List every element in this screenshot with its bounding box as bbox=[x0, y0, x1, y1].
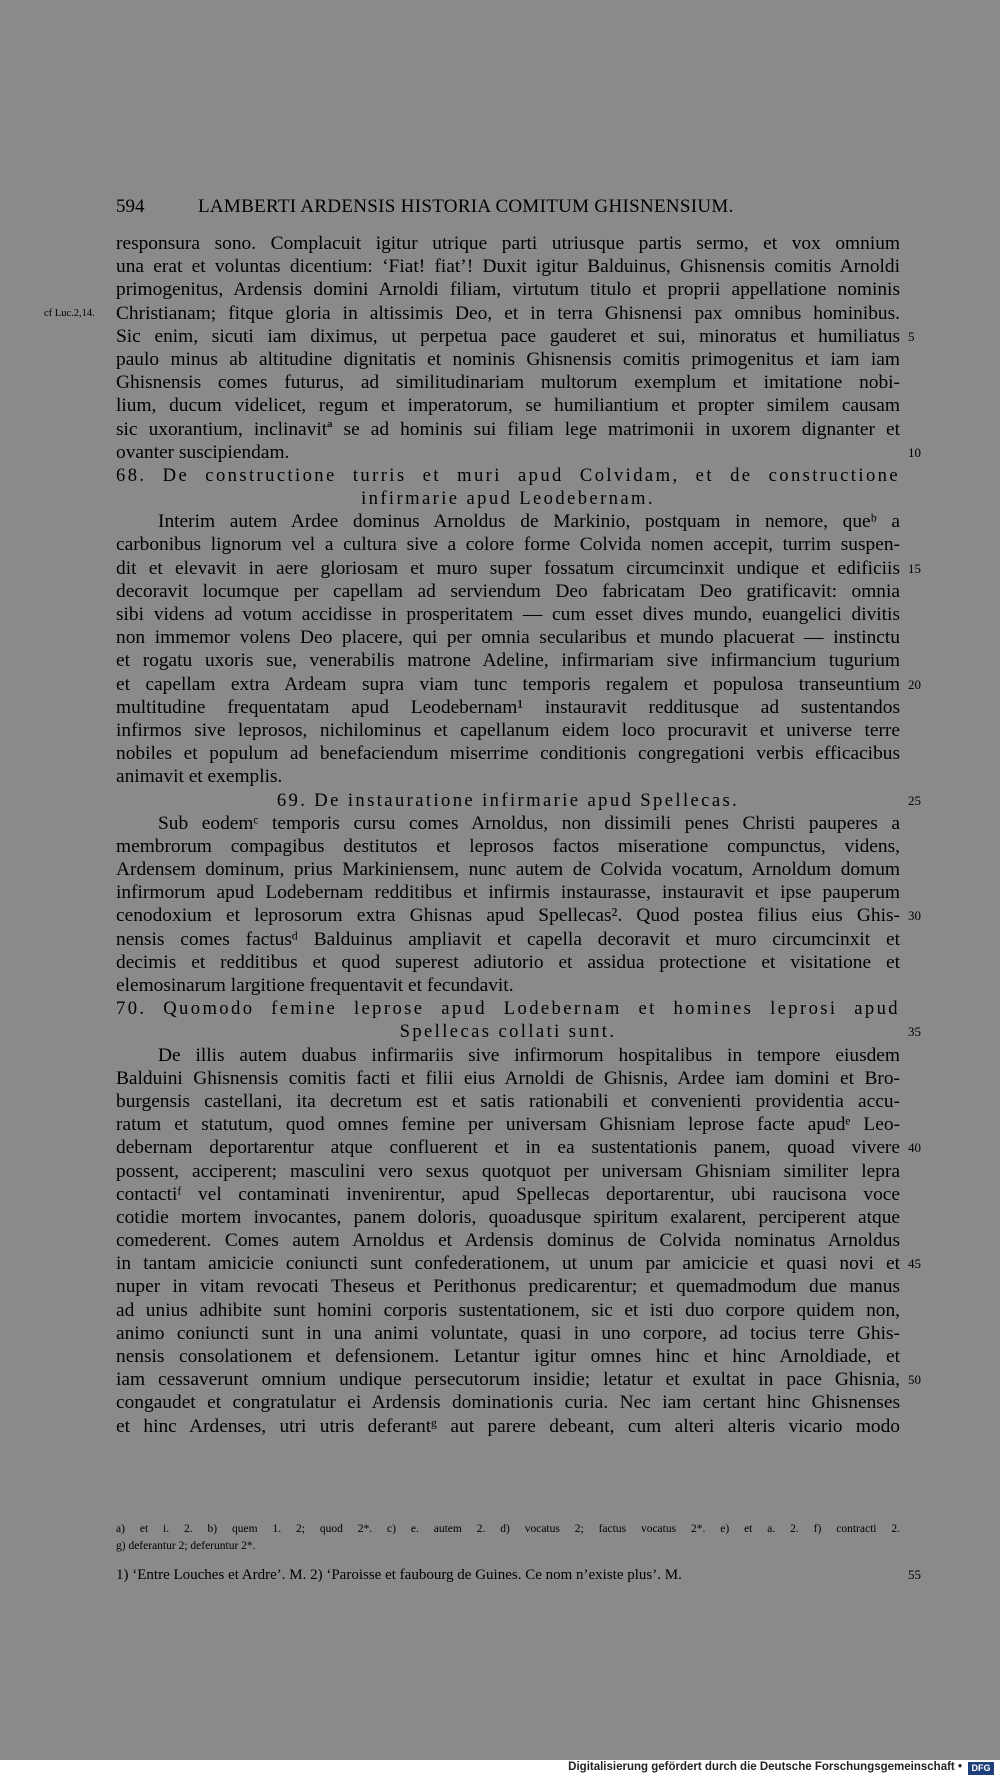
line-text: contactiᶠ vel contaminati invenirentur, apud Spellecas deportarentur, ubi raucisona voce bbox=[116, 1183, 900, 1205]
line-text: et capellam extra Ardeam supra viam tunc temporis regalem et populosa transeuntium bbox=[116, 673, 900, 695]
text-line bbox=[116, 649, 900, 672]
section-heading-line bbox=[116, 1020, 921, 1043]
line-text: membrorum compagibus destitutos et leprosos factos miseratione compunctus, videns, bbox=[116, 835, 900, 857]
text-line bbox=[116, 371, 900, 394]
text-line bbox=[116, 1113, 900, 1136]
text-line bbox=[116, 533, 900, 556]
line-text: congaudet et congratulatur ei Ardensis dominationis curia. Nec iam certant hinc Ghisnenses bbox=[116, 1392, 900, 1414]
text-line bbox=[116, 394, 900, 417]
text-line bbox=[116, 1067, 900, 1090]
text-line bbox=[116, 696, 900, 719]
line-text: nuper in vitam revocati Theseus et Perithonus predicarentur; et quemadmodum due manus bbox=[116, 1276, 900, 1298]
line-text: nobiles et populum ad benefaciendum miserrime conditionis congregationi verbis efficacibus bbox=[116, 743, 900, 765]
text-line bbox=[116, 1275, 900, 1298]
page-header bbox=[116, 196, 906, 224]
main-text bbox=[44, 232, 921, 1438]
line-text: non immemor volens Deo placere, qui per omnia secularibus et mundo placuerat — instinctu bbox=[116, 627, 900, 649]
line-text: Christianam; fitque gloria in altissimis Deo, et in terra Ghisnensi pax omnibus hominibus. bbox=[116, 302, 900, 324]
section-heading-line bbox=[116, 464, 900, 487]
text-line bbox=[116, 974, 900, 997]
line-text: paulo minus ab altitudine dignitatis et nominis Ghisnensis comitis primogenitus et iam iam bbox=[116, 348, 900, 370]
line-number: 40 bbox=[908, 1140, 921, 1156]
text-line bbox=[116, 348, 900, 371]
variant-notes bbox=[116, 1521, 900, 1555]
text-line bbox=[116, 1229, 900, 1252]
text-line bbox=[116, 1044, 900, 1067]
line-number: 55 bbox=[908, 1567, 921, 1582]
text-line bbox=[116, 1391, 900, 1414]
text-line bbox=[116, 1252, 921, 1275]
text-line bbox=[116, 904, 921, 927]
line-text: elemosinarum largitione frequentavit et fecundavit. bbox=[116, 975, 514, 996]
section-heading-line bbox=[116, 487, 900, 510]
line-text: possent, acciperent; masculini vero sexus quotquot per universam Ghisniam similiter lepra bbox=[116, 1160, 900, 1182]
line-text: sibi videns ad votum accidisse in prosperitatem — cum esset dives mundo, euangelici divitis bbox=[116, 604, 900, 625]
line-number: 15 bbox=[908, 560, 921, 576]
line-text: Ardensem dominum, prius Markiniensem, nunc autem de Colvida vocatum, Arnoldum domum bbox=[116, 859, 900, 881]
text-line bbox=[116, 1345, 900, 1368]
text-line bbox=[116, 418, 900, 441]
line-text: ovanter suscipiendam. bbox=[116, 441, 290, 463]
line-text: responsura sono. Complacuit igitur utrique parti utriusque partis sermo, et vox omnium bbox=[116, 233, 900, 254]
line-text: animavit et exemplis. bbox=[116, 766, 283, 788]
text-line bbox=[116, 742, 900, 765]
line-text: De illis autem duabus infirmariis sive infirmorum hospitalibus in tempore eiusdem bbox=[158, 1044, 900, 1066]
line-text: cotidie mortem invocantes, panem doloris, quoadusque spiritum exalarent, perciperent atque bbox=[116, 1206, 900, 1228]
text-line bbox=[116, 1368, 921, 1391]
line-text: cenodoxium et leprosorum extra Ghisnas apud Spellecas². Quod postea filius eius Ghis- bbox=[116, 905, 900, 927]
text-line bbox=[116, 1090, 900, 1113]
text-line bbox=[116, 278, 900, 301]
line-number: 10 bbox=[908, 444, 921, 460]
line-text: infirmos sive leprosos, nichilominus et capellanum eidem loco procuravit et universe terre bbox=[116, 719, 900, 741]
text-line bbox=[116, 441, 921, 464]
section-heading-line bbox=[116, 997, 900, 1020]
text-line bbox=[116, 881, 900, 904]
margin-reference: cf Luc.2,14. bbox=[44, 307, 95, 319]
text-line bbox=[116, 812, 900, 835]
line-text: Spellecas collati sunt. bbox=[399, 1021, 617, 1043]
page-number: 594 bbox=[116, 196, 145, 217]
running-title: LAMBERTI ARDENSIS HISTORIA COMITUM GHISNENSIUM. bbox=[198, 196, 734, 217]
variant-note-line: a) et i. 2. b) quem 1. 2; quod 2*. c) e. autem 2. d) vocatus 2; factus vocatus 2*. e) et a. 2. f) contracti 2. bbox=[116, 1523, 900, 1535]
section-heading-line bbox=[116, 789, 921, 812]
text-line bbox=[116, 928, 900, 951]
text-line bbox=[116, 510, 900, 533]
line-number: 5 bbox=[908, 328, 915, 344]
line-text: 70. Quomodo femine leprose apud Lodebernam et homines leprosi apud bbox=[116, 998, 900, 1020]
line-text: multitudine frequentatam apud Leodebernam¹ instauravit redditusque ad sustentandos bbox=[116, 696, 900, 718]
line-number: 35 bbox=[908, 1024, 921, 1040]
dfg-logo-icon: DFG bbox=[968, 1762, 994, 1775]
text-line bbox=[116, 1415, 900, 1438]
line-text: decimis et redditibus et quod superest adiutorio et assidua protectione et visitatione et bbox=[116, 951, 900, 973]
line-text: debernam deportarentur atque confluerent et in ea sustentationis panem, quoad vivere bbox=[116, 1137, 900, 1159]
line-text: animo coniuncti sunt in una animi voluntate, quasi in uno corpore, ad tocius terre Ghis- bbox=[116, 1322, 900, 1344]
dfg-credit-bar bbox=[0, 1760, 1000, 1778]
line-text: lium, ducum videlicet, regum et imperatorum, se humiliantium et propter similem causam bbox=[116, 395, 900, 417]
text-line bbox=[116, 835, 900, 858]
line-text: et rogatu uxoris sue, venerabilis matrone Adeline, infirmariam sive infirmancium tugurium bbox=[116, 650, 900, 672]
text-line bbox=[116, 255, 900, 278]
line-text: Sub eodemᶜ temporis cursu comes Arnoldus, non dissimili penes Christi pauperes a bbox=[158, 812, 900, 834]
line-text: una erat et voluntas dicentium: ‘Fiat! fiat’! Duxit igitur Balduinus, Ghisnensis comitis Arnoldi bbox=[116, 256, 900, 278]
line-text: iam cessaverunt omnium undique persecutorum insidie; letatur et exultat in pace Ghisnia, bbox=[116, 1369, 900, 1391]
text-line bbox=[116, 557, 921, 580]
variant-note-line: g) deferantur 2; deferuntur 2*. bbox=[116, 1540, 256, 1552]
text-line bbox=[116, 673, 921, 696]
line-text: et hinc Ardenses, utri utris deferantᵍ aut parere debeant, cum alteri alteris vicario modo bbox=[116, 1415, 900, 1437]
text-line bbox=[116, 719, 900, 742]
line-text: primogenitus, Ardensis domini Arnoldi filiam, virtutum titulo et proprii appellatione nominis bbox=[116, 279, 900, 301]
text-line bbox=[116, 580, 900, 603]
line-text: carbonibus lignorum vel a cultura sive a colore forme Colvida nomen accepit, turrim suspen- bbox=[116, 534, 900, 556]
line-text: burgensis castellani, ita decretum est et satis rationabili et convenienti providentia accu- bbox=[116, 1090, 900, 1112]
line-text: nensis consolationem et defensionem. Letantur igitur omnes hinc et hinc Arnoldiade, et bbox=[116, 1346, 900, 1367]
text-line bbox=[116, 765, 900, 788]
line-text: Ghisnensis comes futurus, ad similitudinariam multorum exemplum et imitatione nobi- bbox=[116, 372, 900, 394]
line-text: decoravit locumque per capellam ad serviendum Deo fabricatam Deo gratificavit: omnia bbox=[116, 580, 900, 602]
line-text: comederent. Comes autem Arnoldus et Ardensis dominus de Colvida nominatus Arnoldus bbox=[116, 1230, 900, 1252]
line-text: dit et elevavit in aere gloriosam et muro super fossatum circumcinxit undique et edificiis bbox=[116, 557, 900, 579]
line-text: 69. De instauratione infirmarie apud Spellecas. bbox=[276, 789, 740, 811]
line-number: 45 bbox=[908, 1256, 921, 1272]
line-text: Balduini Ghisnensis comitis facti et filii eius Arnoldi de Ghisnis, Ardee iam domini et Bro- bbox=[116, 1067, 900, 1089]
line-number: 20 bbox=[908, 676, 921, 692]
line-text: Interim autem Ardee dominus Arnoldus de Markinio, postquam in nemore, queᵇ a bbox=[158, 511, 900, 533]
text-line bbox=[116, 603, 900, 626]
text-line bbox=[116, 1136, 921, 1159]
line-text: 68. De constructione turris et muri apud Colvidam, et de constructione bbox=[116, 464, 900, 486]
text-line bbox=[116, 951, 900, 974]
line-number: 30 bbox=[908, 908, 921, 924]
text-line bbox=[116, 1206, 900, 1229]
dfg-credit-text: Digitalisierung gefördert durch die Deutsche Forschungsgemeinschaft • bbox=[568, 1761, 962, 1773]
text-line bbox=[116, 626, 900, 649]
line-text: ratum et statutum, quod omnes femine per universam Ghisniam leprose facte apudᵉ Leo- bbox=[116, 1114, 900, 1136]
text-line bbox=[116, 1160, 900, 1183]
text-line bbox=[44, 302, 900, 325]
text-line bbox=[116, 1322, 900, 1345]
text-line bbox=[116, 232, 900, 255]
line-text: nensis comes factusᵈ Balduinus ampliavit et capella decoravit et muro circumcinxit et bbox=[116, 928, 900, 950]
line-number: 25 bbox=[908, 792, 921, 808]
line-text: infirmorum apud Lodebernam redditibus et infirmis instaurasse, instauravit et ipse pauperum bbox=[116, 882, 900, 904]
text-line bbox=[116, 858, 900, 881]
line-text: infirmarie apud Leodebernam. bbox=[361, 488, 655, 510]
line-number: 50 bbox=[908, 1372, 921, 1388]
footnote-text: 1) ‘Entre Louches et Ardre’. M. 2) ‘Paroisse et faubourg de Guines. Ce nom n’existe plus’. M. bbox=[116, 1567, 682, 1583]
footnotes bbox=[116, 1563, 921, 1587]
line-text: in tantam amicicie coniuncti sunt confederationem, ut unum par amicicie et quasi novi et bbox=[116, 1253, 900, 1275]
line-text: Sic enim, sicuti iam diximus, ut perpetua pace gauderet et sui, minoratus et humiliatus bbox=[116, 325, 900, 347]
line-text: sic uxorantium, inclinavitª se ad hominis sui filiam lege matrimonii in uxorem dignanter et bbox=[116, 418, 900, 440]
text-line bbox=[116, 1299, 900, 1322]
line-text: ad unius adhibite sunt homini corporis sustentationem, sic et isti duo corpore quidem non, bbox=[116, 1299, 900, 1321]
text-line bbox=[116, 1183, 900, 1206]
text-line bbox=[116, 325, 915, 348]
